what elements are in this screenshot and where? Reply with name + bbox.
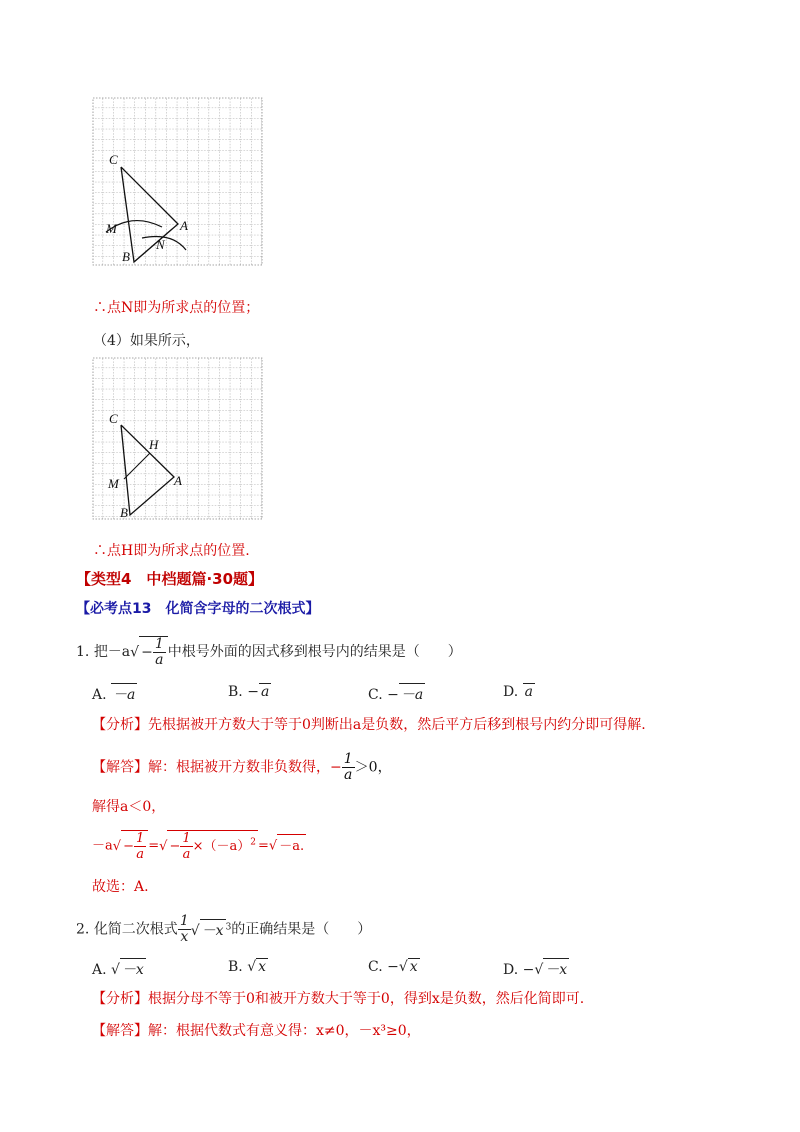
q1-analysis: 【分析】先根据被开方数大于等于0判断出a是负数，然后平方后移到根号内约分即可得解. — [92, 717, 646, 733]
label-b: B — [122, 249, 130, 264]
grid-figure-2 — [92, 357, 264, 521]
q1-eq-prefix: －a — [92, 838, 113, 854]
label-c: C — [109, 152, 118, 167]
q1-eq-num-1: 1 — [135, 831, 145, 846]
q1-choice: 故选：A. — [92, 879, 149, 895]
q2-option-c-label: C. — [368, 959, 383, 975]
q2-prefix: 化简二次根式 — [93, 921, 178, 938]
q1-option-b[interactable]: B. − a — [228, 684, 270, 700]
q1-eq-den-1: a — [136, 847, 144, 862]
q1-eq-num-2: 1 — [182, 831, 191, 846]
q2-frac-den: x — [180, 929, 189, 945]
q1-option-c-label: C. — [368, 687, 383, 703]
q2-answer: 【解答】解：根据代数式有意义得：x≠0，－x³≥0， — [92, 1023, 421, 1039]
part-4-text: （4）如果所示， — [93, 333, 200, 349]
q1-number: 1. — [76, 644, 90, 660]
label-m: M — [106, 221, 117, 236]
q1-option-d-value: a — [524, 684, 533, 700]
q1-answer-line: 【解答】解：根据被开方数非负数得，− $\frac{1}{a}$ ＞0， — [92, 751, 392, 783]
q2-option-b-value: x — [258, 959, 267, 975]
q1-frac-num: 1 — [154, 636, 164, 652]
q1-option-a[interactable] — [92, 683, 137, 704]
q1-eq-times: ×（－a） — [192, 839, 251, 854]
point-n-text: ∴点N即为所求点的位置； — [93, 300, 260, 316]
q1-solve-line: 解得a＜0， — [92, 799, 166, 815]
q2-radicand: －x — [200, 919, 226, 940]
label-a-2: A — [174, 473, 182, 488]
q1-frac-den: a — [155, 652, 164, 668]
q1-option-c-value: －a — [399, 683, 425, 704]
q2-option-d-label: D. — [503, 962, 519, 978]
grid-figure-1 — [92, 97, 264, 267]
kaodian13-heading: 【必考点13 化简含字母的二次根式】 — [76, 601, 320, 617]
q1-eq-end: －a. — [277, 834, 306, 854]
q1-option-b-value: a — [260, 684, 270, 700]
q2-frac-num: 1 — [179, 913, 189, 929]
q2-option-b-label: B. — [228, 959, 243, 975]
q1-option-d-label: D. — [503, 684, 519, 700]
q1-option-b-label: B. — [228, 684, 243, 700]
q1-option-c[interactable]: C. − －a — [368, 683, 425, 704]
q1-answer-ineq: ＞0， — [354, 759, 392, 776]
q2-option-a-value: －x — [120, 958, 146, 979]
q1-answer-intro: 【解答】解：根据被开方数非负数得， — [92, 759, 330, 776]
q1-option-d[interactable] — [503, 683, 535, 700]
q1-ineq-num: 1 — [343, 751, 353, 767]
label-b-2: B — [120, 505, 128, 520]
q2-option-b[interactable]: B. √ x — [228, 959, 267, 975]
label-n: N — [156, 237, 165, 252]
label-h: H — [149, 437, 159, 452]
q1-equation: －a√ − $\frac{1}{a}$ =√ − $\frac{1}{a}$ $\times(-a)^2$ =√ －a. — [92, 831, 305, 862]
label-c-2: C — [109, 411, 118, 426]
question-2: 2. 化简二次根式 $\frac{1}{x}$ √ －x $^3$的正确结果是（ ） — [76, 913, 372, 945]
q1-ineq-den: a — [344, 767, 353, 783]
q1-option-a-label: A. — [92, 687, 107, 703]
q2-option-c[interactable]: C. −√ x — [368, 959, 418, 975]
q1-radical: √ − $\frac{1}{a}$ — [130, 636, 168, 668]
q1-eq-den-2: a — [182, 847, 191, 862]
label-m-2: M — [108, 476, 119, 491]
q2-option-a-label: A. — [92, 962, 107, 978]
q2-option-c-value: x — [409, 959, 418, 975]
label-a: A — [180, 218, 188, 233]
q2-suffix: 的正确结果是（ ） — [231, 921, 372, 938]
q2-number: 2. — [76, 921, 90, 938]
q1-suffix: 中根号外面的因式移到根号内的结果是（ ） — [167, 644, 462, 660]
q2-option-d[interactable]: D. −√ －x — [503, 958, 569, 979]
question-1 — [76, 636, 462, 668]
q1-option-a-value: －a — [111, 683, 137, 704]
q2-analysis: 【分析】根据分母不等于0和被开方数大于等于0，得到x是负数，然后化简即可. — [92, 991, 585, 1007]
point-h-text: ∴点H即为所求点的位置. — [93, 543, 250, 559]
q1-prefix: 把－a — [93, 644, 131, 660]
q2-option-a[interactable]: A. √ －x — [92, 958, 146, 979]
q2-option-d-value: －x — [543, 958, 569, 979]
type4-heading: 【类型4 中档题篇·30题】 — [76, 570, 264, 588]
